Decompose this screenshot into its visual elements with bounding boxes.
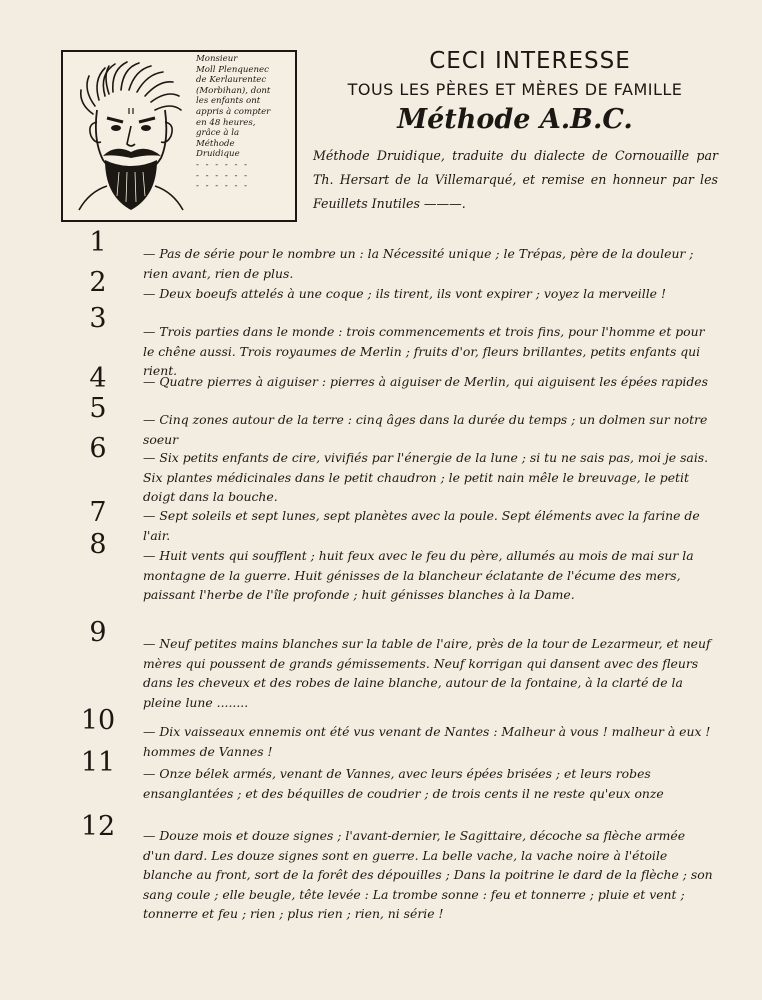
item-number: 9 <box>89 617 107 648</box>
item-text: — Pas de série pour le nombre un : la Nécessité unique ; le Trépas, père de la douleur ; rien avant, rien de plus. <box>143 246 694 281</box>
item-number: 2 <box>89 267 107 298</box>
item-number: 6 <box>89 433 107 464</box>
item-number: 12 <box>80 811 116 842</box>
caption-dashes: - - - - - - <box>196 181 250 192</box>
caption-line: appris à compter <box>196 106 271 117</box>
caption-line: Méthode <box>196 138 235 149</box>
item-text: — Douze mois et douze signes ; l'avant-dernier, le Sagittaire, décoche sa flèche armée d'un dard. Les douze signes sont en guerre. La belle vache, la vache noire à l'étoile blanche au front, sort de la forêt des dépouilles ; Dans la poitrine le dard de la flèche ; son sang coule ; elle beugle, tête levée : La trombe sonne : feu et tonnerre ; pluie et vent ; tonnerre et feu ; rien ; plus rien ; rien, ni série ! <box>143 828 713 922</box>
caption-line: de Kerlaurentec <box>196 75 267 86</box>
caption-line: en 48 heures, <box>196 117 256 128</box>
item-text: — Quatre pierres à aiguiser : pierres à aiguiser de Merlin, qui aiguisent les épées rapides <box>143 374 708 389</box>
item-text: — Dix vaisseaux ennemis ont été vus venant de Nantes : Malheur à vous ! malheur à eux ! hommes de Vannes ! <box>143 724 711 759</box>
item-text: — Onze bélek armés, venant de Vannes, avec leurs épées brisées ; et leurs robes ensanglantées ; et des béquilles de coudrier ; de trois cents il ne reste qu'eux onze <box>143 766 664 801</box>
item-number: 10 <box>80 705 116 736</box>
page-subtitle: TOUS LES PÈRES ET MÈRES DE FAMILLE <box>347 80 683 99</box>
item-number: 1 <box>89 227 107 258</box>
portrait-drawing <box>69 60 197 216</box>
item-text: — Neuf petites mains blanches sur la table de l'aire, près de la tour de Lezarmeur, et neuf mères qui poussent de grands gémissements. Neuf korrigan qui dansent avec des fleurs dans les cheveux et des robes de laine blanche, autour de la fontaine, à la clarté de la pleine lune ........ <box>143 636 711 710</box>
portrait-caption <box>196 54 298 192</box>
caption-line: Druidique <box>196 149 240 160</box>
item-number: 5 <box>89 393 107 424</box>
page-title: CECI INTERESSE <box>429 48 631 74</box>
item-number: 11 <box>80 747 116 778</box>
portrait-box <box>61 50 297 222</box>
caption-line: (Morbihan), dont <box>196 85 271 96</box>
item-text: — Deux boeufs attelés à une coque ; ils tirent, ils vont expirer ; voyez la merveille ! <box>143 286 666 301</box>
caption-line: grâce à la <box>196 128 240 139</box>
caption-line: les enfants ont <box>196 96 261 107</box>
intro-paragraph: Méthode Druidique, traduite du dialecte de Cornouaille par Th. Hersart de la Villemarqué, et remise en honneur par les Feuillets Inutiles ———. <box>313 148 718 211</box>
item-text: — Sept soleils et sept lunes, sept planètes avec la poule. Sept éléments avec la farine de l'air. <box>143 508 700 543</box>
method-title: Méthode A.B.C. <box>397 104 633 135</box>
item-text: — Trois parties dans le monde : trois commencements et trois fins, pour l'homme et pour le chêne aussi. Trois royaumes de Merlin ; fruits d'or, fleurs brillantes, petits enfants qui rient. <box>143 324 705 379</box>
item-number: 4 <box>89 363 107 394</box>
caption-dashes: - - - - - - <box>196 170 250 181</box>
caption-dashes: - - - - - - <box>196 159 250 170</box>
item-number: 7 <box>89 497 107 528</box>
caption-line: Monsieur <box>196 54 238 64</box>
item-text: — Six petits enfants de cire, vivifiés par l'énergie de la lune ; si tu ne sais pas, moi je sais. Six plantes médicinales dans le petit chaudron ; le petit nain mêle le breuvage, le petit doigt dans la bouche. <box>143 450 709 505</box>
item-text: — Cinq zones autour de la terre : cinq âges dans la durée du temps ; un dolmen sur notre soeur <box>143 412 708 447</box>
item-number: 3 <box>89 303 107 334</box>
item-text: — Huit vents qui soufflent ; huit feux avec le feu du père, allumés au mois de mai sur la montagne de la guerre. Huit génisses de la blancheur éclatante de l'écume des mers, paissant l'herbe de l'île profonde ; huit génisses blanches à la Dame. <box>143 548 694 603</box>
caption-line: Moll Plenquenec <box>196 64 269 75</box>
item-number: 8 <box>89 529 107 560</box>
